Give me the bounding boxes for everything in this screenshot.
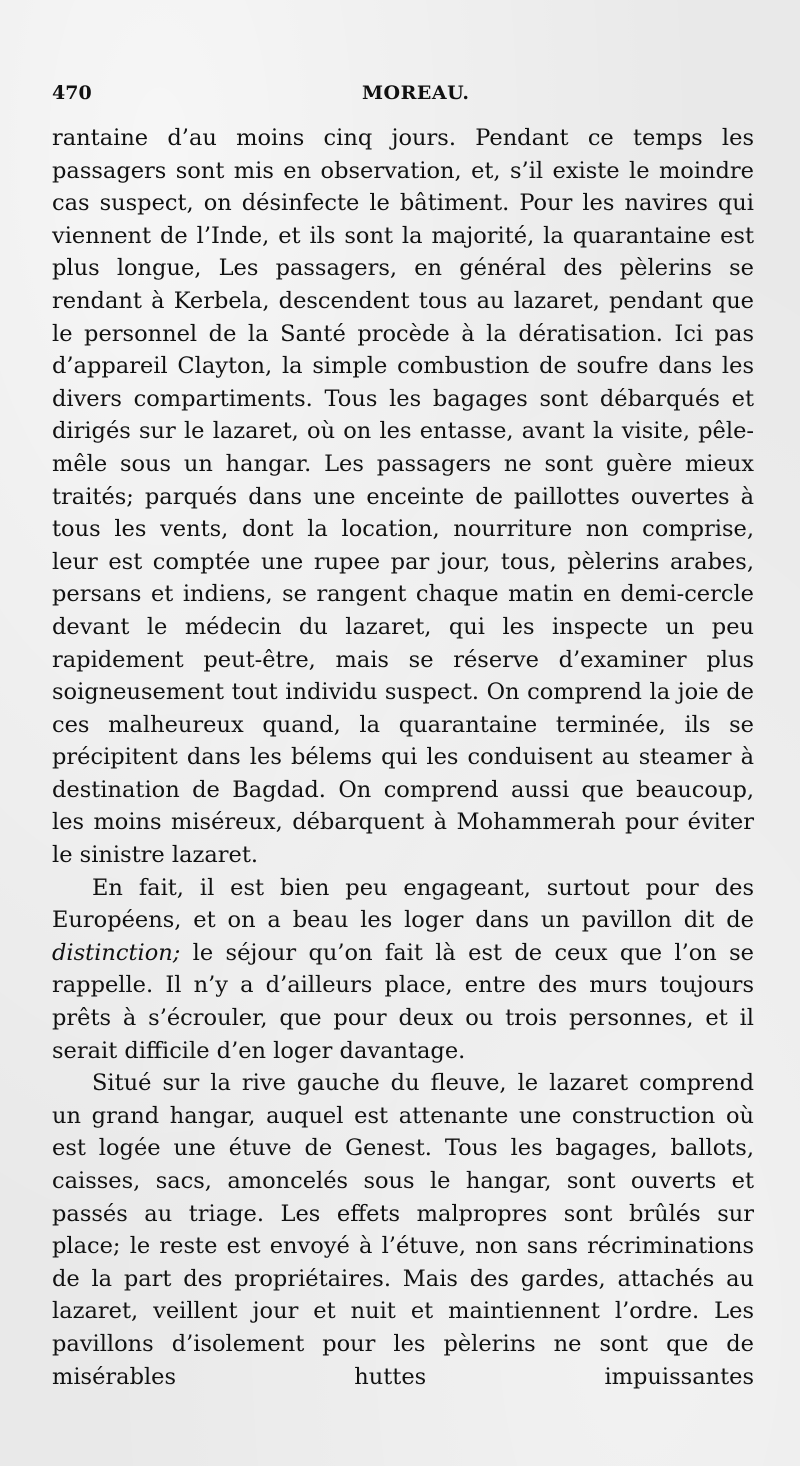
body-text	[52, 122, 754, 1393]
running-head: MOREAU.	[362, 82, 470, 104]
paragraph-3: Situé sur la rive gauche du fleuve, le lazaret comprend un grand hangar, auquel est attenante une construction où est logée une étuve de Genest. Tous les bagages, ballots, caisses, sacs, amoncelés sous le hangar, sont ouverts et passés au triage. Les effets malpropres sont brûlés sur place; le reste est envoyé à l’étuve, non sans récriminations de la part des propriétaires. Mais des gardes, attachés au lazaret, veillent jour et nuit et maintiennent l’ordre. Les pavillons d’isolement pour les pèlerins ne sont que de misérables huttes impuissantes	[52, 1070, 754, 1390]
page-number: 470	[52, 82, 92, 104]
paragraph-2	[52, 872, 754, 1068]
paragraph-2-text-after: le séjour qu’on fait là est de ceux que l’on se rappelle. Il n’y a d’ailleurs place, entre des murs toujours prêts à s’écrouler, que pour deux ou trois personnes, et il serait difficile d’en loger davantage.	[52, 939, 754, 1064]
paragraph-1: rantaine d’au moins cinq jours. Pendant ce temps les passagers sont mis en observation, et, s’il existe le moindre cas suspect, on désinfecte le bâtiment. Pour les navires qui viennent de l’Inde, et ils sont la majorité, la quarantaine est plus longue, Les passagers, en général des pèlerins se rendant à Kerbela, descendent tous au lazaret, pendant que le personnel de la Santé procède à la dératisation. Ici pas d’appareil Clayton, la simple combustion de soufre dans les divers compartiments. Tous les bagages sont débarqués et dirigés sur le lazaret, où on les entasse, avant la visite, pêle-mêle sous un hangar. Les passagers ne sont guère mieux traités; parqués dans une enceinte de paillottes ouvertes à tous les vents, dont la location, nourriture non comprise, leur est comptée une rupee par jour, tous, pèlerins arabes, persans et indiens, se rangent chaque matin en demi-cercle devant le médecin du lazaret, qui les inspecte un peu rapidement peut-être, mais se réserve d’examiner plus soigneusement tout individu suspect. On comprend la joie de ces malheureux quand, la quarantaine terminée, ils se précipitent dans les bélems qui les conduisent au steamer à destination de Bagdad. On comprend aussi que beaucoup, les moins miséreux, débarquent à Mohammerah pour éviter le sinistre lazaret.	[52, 125, 754, 869]
page-header	[52, 82, 752, 112]
paragraph-2-text-before: En fait, il est bien peu engageant, surtout pour des Européens, et on a beau les loger dans un pavillon dit de	[52, 874, 754, 934]
italic-term: distinction;	[52, 939, 181, 966]
